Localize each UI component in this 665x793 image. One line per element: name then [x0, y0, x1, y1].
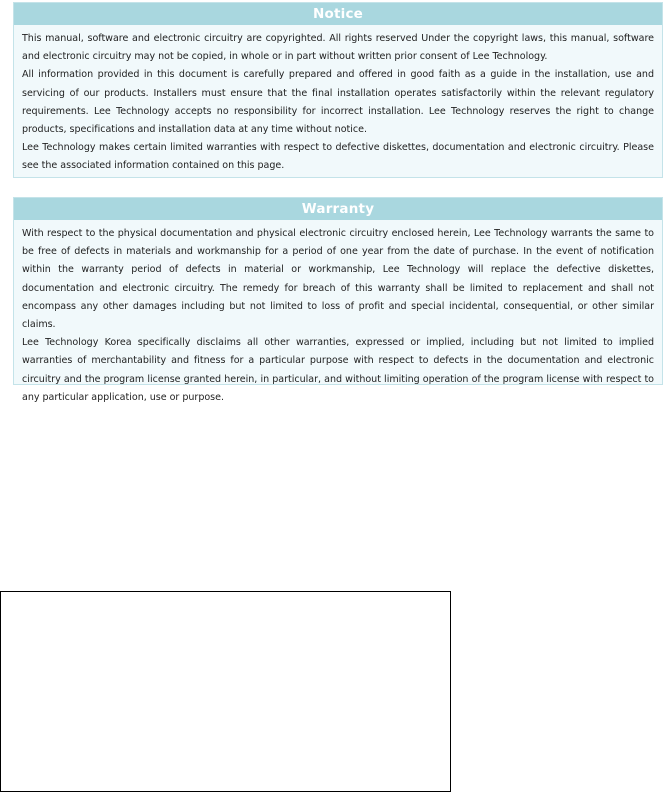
- warranty-paragraph: With respect to the physical documentation and physical electronic circuitry enclosed herein, Lee Technology warrants the same to be free of defects in materials and workmanship for a period of one year from the date of purchase. In the event of notification within the warranty period of defects in material or workmanship, Lee Technology will replace the defective diskettes, documentation and electronic circuitry. The remedy for breach of this warranty shall be limited to replacement and shall not encompass any other damages including but not limited to loss of profit and special incidental, consequential, or other similar claims.: [22, 228, 654, 331]
- warranty-body: [14, 220, 662, 407]
- notice-section: [13, 2, 663, 178]
- warranty-title: Warranty: [14, 198, 662, 220]
- blank-frame: [0, 591, 451, 792]
- notice-paragraph: Lee Technology makes certain limited warranties with respect to defective diskettes, documentation and electronic circuitry. Please see the associated information contained on this page.: [22, 142, 654, 172]
- warranty-paragraph: Lee Technology Korea specifically disclaims all other warranties, expressed or implied, including but not limited to implied warranties of merchantability and fitness for a particular purpose with respect to defects in the documentation and electronic circuitry and the program license granted herein, in particular, and without limiting operation of the program license with respect to any particular application, use or purpose.: [22, 337, 654, 403]
- notice-body: [14, 25, 662, 176]
- warranty-section: [13, 197, 663, 403]
- notice-paragraph: This manual, software and electronic circuitry are copyrighted. All rights reserved Under the copyright laws, this manual, software and electronic circuitry may not be copied, in whole or in part without written prior consent of Lee Technology.: [22, 33, 654, 63]
- notice-paragraph: All information provided in this document is carefully prepared and offered in good faith as a guide in the installation, use and servicing of our products. Installers must ensure that the final installation operates satisfactorily within the relevant regulatory requirements. Lee Technology accepts no responsibility for incorrect installation. Lee Technology reserves the right to change products, specifications and installation data at any time without notice.: [22, 69, 654, 136]
- notice-title: Notice: [14, 3, 662, 25]
